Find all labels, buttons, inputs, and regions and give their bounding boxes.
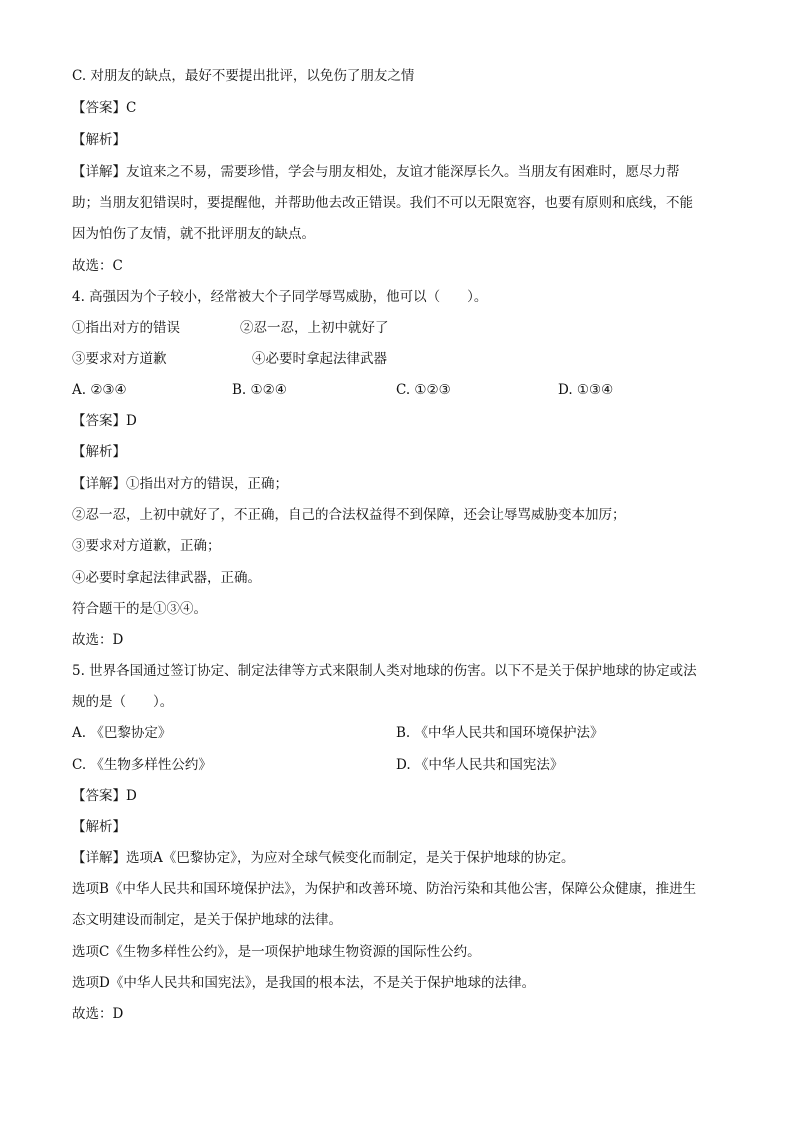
q5-choice-a: A. 《巴黎协定》 [72,725,172,741]
q4-item-3: ③要求对方道歉 [72,351,167,367]
q5-stem-line1: 5. 世界各国通过签订协定、制定法律等方式来限制人类对地球的伤害。以下不是关于保护地球的协定或法 [72,663,697,679]
q3-analysis-label: 【解析】 [72,132,126,148]
q5-conclusion: 故选：D [72,1006,124,1022]
q4-detail-3: ③要求对方道歉，正确； [72,538,221,554]
q5-detail-2-line1: 选项B《中华人民共和国环境保护法》，为保护和改善环境、防治污染和其他公害，保障公众健康，推进生 [72,881,697,897]
q4-item-2: ②忍一忍，上初中就好了 [240,320,389,336]
q5-analysis-label: 【解析】 [72,819,126,835]
q5-detail-1: 【详解】选项A《巴黎协定》，为应对全球气候变化而制定，是关于保护地球的协定。 [72,850,575,866]
q4-conclusion: 故选：D [72,632,124,648]
q4-choice-b: B. ①②④ [232,382,287,398]
q5-detail-4: 选项D《中华人民共和国宪法》，是我国的根本法，不是关于保护地球的法律。 [72,975,536,991]
q3-answer: 【答案】C [72,100,137,116]
q4-detail-1: 【详解】①指出对方的错误，正确； [72,476,288,492]
q3-detail-line3: 因为怕伤了友情，就不批评朋友的缺点。 [72,226,315,242]
q4-detail-5: 符合题干的是①③④。 [72,601,207,617]
q3-detail-line2: 助；当朋友犯错误时，要提醒他，并帮助他去改正错误。我们不可以无限宽容，也要有原则和底线，不能 [72,195,693,211]
q4-item-4: ④必要时拿起法律武器 [252,351,387,367]
q4-analysis-label: 【解析】 [72,444,126,460]
q4-choice-d: D. ①③④ [558,382,614,398]
q4-detail-4: ④必要时拿起法律武器，正确。 [72,570,261,586]
q4-choice-c: C. ①②③ [396,382,451,398]
q3-detail-line1: 【详解】友谊来之不易，需要珍惜，学会与朋友相处，友谊才能深厚长久。当朋友有困难时，愿尽力帮 [72,164,680,180]
q3-conclusion: 故选：C [72,258,123,274]
q4-answer: 【答案】D [72,413,137,429]
q4-detail-2: ②忍一忍，上初中就好了，不正确，自己的合法权益得不到保障，还会让辱骂威胁变本加厉； [72,507,626,523]
q5-answer: 【答案】D [72,788,137,804]
q4-choice-a: A. ②③④ [72,382,127,398]
q4-stem: 4. 高强因为个子较小，经常被大个子同学辱骂威胁，他可以（ ）。 [72,289,488,305]
q5-choice-b: B. 《中华人民共和国环境保护法》 [396,725,604,741]
q5-detail-2-line2: 态文明建设而制定，是关于保护地球的法律。 [72,912,342,928]
q5-choice-d: D. 《中华人民共和国宪法》 [396,757,564,773]
q3-option-c: C. 对朋友的缺点，最好不要提出批评，以免伤了朋友之情 [72,68,415,84]
q5-detail-3: 选项C《生物多样性公约》，是一项保护地球生物资源的国际性公约。 [72,944,481,960]
q5-choice-c: C. 《生物多样性公约》 [72,757,212,773]
q5-stem-line2: 规的是（ ）。 [72,694,174,710]
q4-item-1: ①指出对方的错误 [72,320,180,336]
